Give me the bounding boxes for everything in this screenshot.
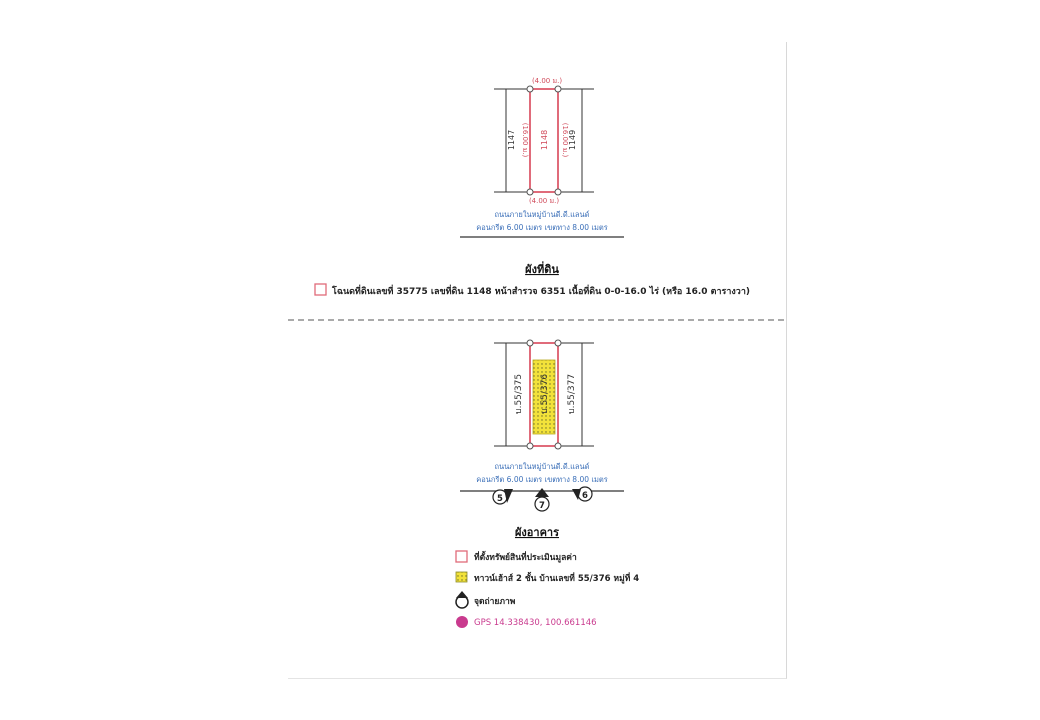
right-dimension-label: (16.00 ม.) bbox=[561, 122, 569, 158]
road-spec-label: คอนกรีต 6.00 เมตร เขตทาง 8.00 เมตร bbox=[476, 223, 608, 232]
photo-point-symbol bbox=[456, 591, 468, 608]
photo-point-6 bbox=[572, 487, 592, 501]
road-name-label: ถนนภายในหมู่บ้านดี.ดี.แลนด์ bbox=[494, 210, 590, 219]
townhouse-symbol bbox=[456, 572, 467, 582]
boundary-marker bbox=[527, 86, 533, 92]
photo-point-legend-label: จุดถ่ายภาพ bbox=[474, 597, 516, 607]
boundary-marker bbox=[555, 189, 561, 195]
house-number-right: บ.55/377 bbox=[567, 373, 577, 415]
parcel-number-left: 1147 bbox=[507, 129, 516, 151]
photo-point-label: 5 bbox=[497, 494, 503, 504]
photo-point-label: 7 bbox=[539, 501, 545, 511]
townhouse-label: ทาวน์เฮ้าส์ 2 ชั้น บ้านเลขที่ 55/376 หมู่ที่ 4 bbox=[474, 574, 640, 584]
house-number-left: บ.55/375 bbox=[514, 373, 524, 415]
gps-marker-icon bbox=[456, 616, 468, 628]
road-name-label: ถนนภายในหมู่บ้านดี.ดี.แลนด์ bbox=[494, 462, 590, 471]
building-plan-title: ผังอาคาร bbox=[514, 526, 560, 539]
left-dimension-label: (16.00 ม.) bbox=[521, 122, 529, 158]
top-dimension-label: (4.00 ม.) bbox=[531, 77, 563, 85]
boundary-marker bbox=[527, 443, 533, 449]
house-number-center: บ.55/376 bbox=[540, 373, 550, 415]
land-legend-symbol bbox=[315, 284, 326, 295]
land-legend-text: โฉนดที่ดินเลขที่ 35775 เลขที่ดิน 1148 หน้าสำรวจ 6351 เนื้อที่ดิน 0-0-16.0 ไร่ (หรือ 16.0 ตารางวา) bbox=[332, 287, 751, 297]
boundary-marker bbox=[555, 86, 561, 92]
photo-point-5 bbox=[493, 489, 513, 504]
land-plan bbox=[315, 77, 750, 297]
property-location-symbol bbox=[456, 551, 467, 562]
parcel-number-center: 1148 bbox=[540, 129, 549, 151]
gps-label: GPS 14.338430, 100.661146 bbox=[474, 618, 597, 628]
plan-drawing bbox=[288, 42, 786, 678]
boundary-marker bbox=[555, 443, 561, 449]
boundary-marker bbox=[527, 340, 533, 346]
road-spec-label: คอนกรีต 6.00 เมตร เขตทาง 8.00 เมตร bbox=[476, 475, 608, 484]
building-plan bbox=[456, 340, 639, 628]
boundary-marker bbox=[555, 340, 561, 346]
photo-point-label: 6 bbox=[582, 491, 588, 501]
property-location-label: ที่ตั้งทรัพย์สินที่ประเมินมูลค่า bbox=[474, 553, 577, 563]
boundary-marker bbox=[527, 189, 533, 195]
bottom-dimension-label: (4.00 ม.) bbox=[528, 197, 560, 205]
building-legend bbox=[456, 550, 639, 628]
land-plan-title: ผังที่ดิน bbox=[525, 263, 559, 276]
parcel-number-right: 1149 bbox=[568, 129, 577, 151]
map-document bbox=[288, 42, 787, 679]
